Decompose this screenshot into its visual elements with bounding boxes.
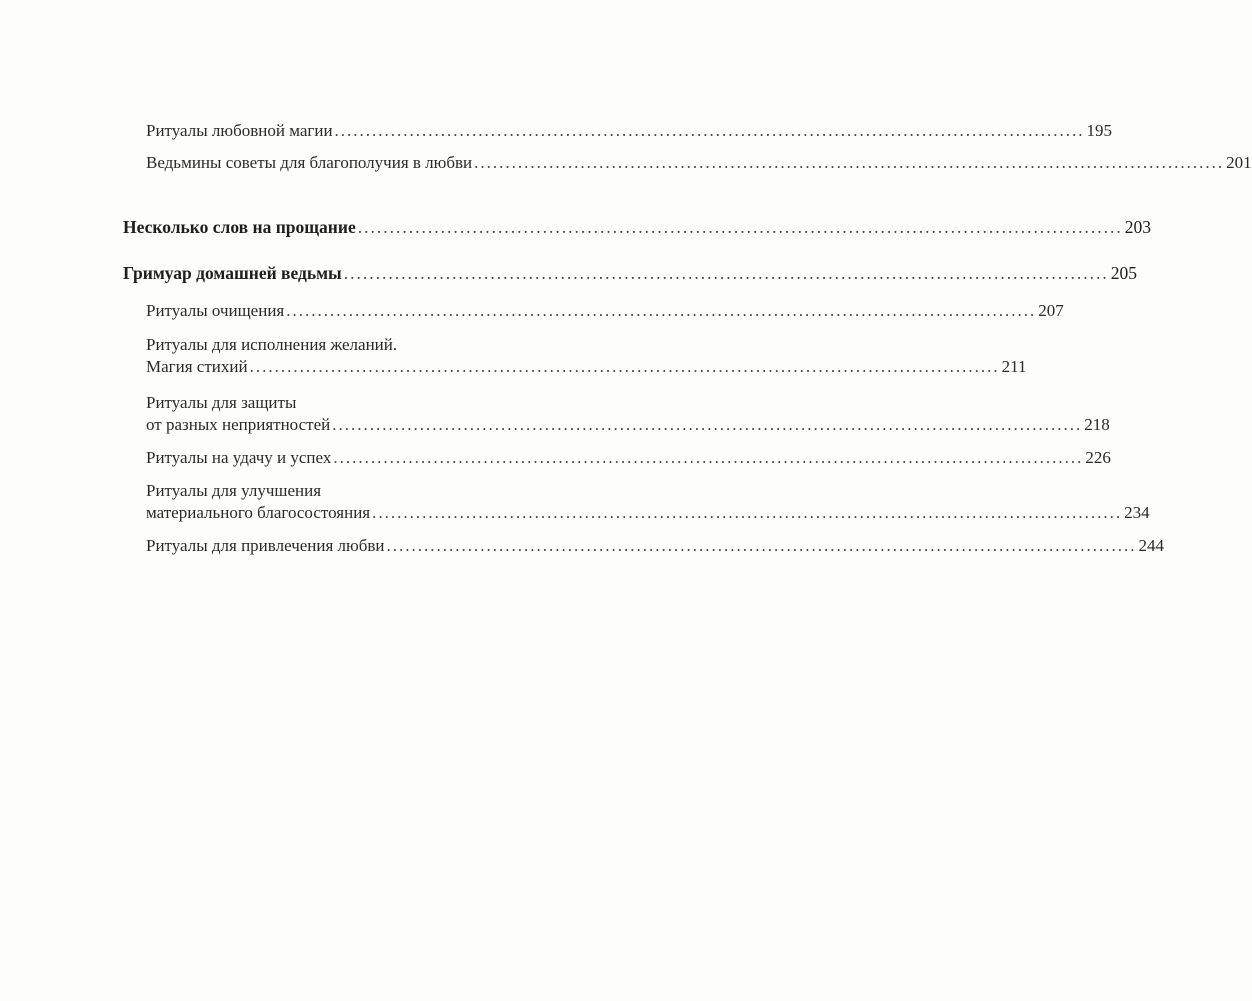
- toc-entry-title: Гримуар домашней ведьмы: [123, 263, 342, 283]
- toc-entry-love-magic-rituals: [146, 120, 1113, 142]
- toc-page-number: 205: [1110, 263, 1137, 283]
- dot-leader: [474, 152, 1224, 174]
- toc-entry-title-line1: Ритуалы для защиты: [146, 393, 297, 412]
- dot-leader: [358, 216, 1123, 238]
- toc-page-number: 244: [1138, 536, 1165, 555]
- toc-entry-home-witch-grimoire: [123, 262, 1137, 284]
- toc-page-number: 195: [1086, 121, 1113, 140]
- toc-entry-title: Ритуалы для привлечения любви: [146, 536, 385, 555]
- toc-entry-title: Несколько слов на прощание: [123, 217, 356, 237]
- toc-entry-wish-rituals: [146, 334, 1027, 378]
- toc-entry-title-line1: Ритуалы для улучшения: [146, 481, 322, 500]
- toc-entry-title: Ведьмины советы для благополучия в любви: [146, 153, 473, 172]
- toc-entry-love-attraction-rituals: [146, 535, 1165, 557]
- toc-entry-wealth-rituals: [146, 480, 1150, 524]
- toc-entry-title: Ритуалы любовной магии: [146, 121, 333, 140]
- toc-entry-title-line2: от разных неприятностей: [146, 415, 331, 434]
- dot-leader: [387, 535, 1137, 557]
- toc-entry-title-line2: материального благосостояния: [146, 503, 371, 522]
- toc-page-number: 201: [1226, 153, 1252, 172]
- toc-entry-protection-rituals: [146, 392, 1110, 436]
- dot-leader: [335, 120, 1085, 142]
- toc-entry-title-line2: Магия стихий: [146, 357, 248, 376]
- toc-page-number: 234: [1124, 503, 1150, 522]
- toc-page-number: 226: [1085, 448, 1111, 467]
- toc-entry-title-line1: Ритуалы для исполнения желаний.: [146, 335, 398, 354]
- toc-page-number: 211: [1001, 357, 1027, 376]
- toc-entry-farewell-words: [123, 216, 1151, 238]
- toc-entry-luck-success-rituals: [146, 447, 1111, 469]
- dot-leader: [332, 414, 1082, 436]
- toc-page-number: 203: [1124, 217, 1151, 237]
- dot-leader: [286, 300, 1036, 322]
- dot-leader: [333, 447, 1083, 469]
- dot-leader: [372, 502, 1122, 524]
- toc-entry-witch-advice-love: [146, 152, 1252, 174]
- toc-page-number: 207: [1038, 301, 1064, 320]
- dot-leader: [344, 262, 1109, 284]
- toc-entry-title: Ритуалы на удачу и успех: [146, 448, 332, 467]
- toc-entry-cleansing-rituals: [146, 300, 1064, 322]
- toc-entry-title: Ритуалы очищения: [146, 301, 285, 320]
- dot-leader: [250, 356, 1000, 378]
- toc-page-number: 218: [1084, 415, 1110, 434]
